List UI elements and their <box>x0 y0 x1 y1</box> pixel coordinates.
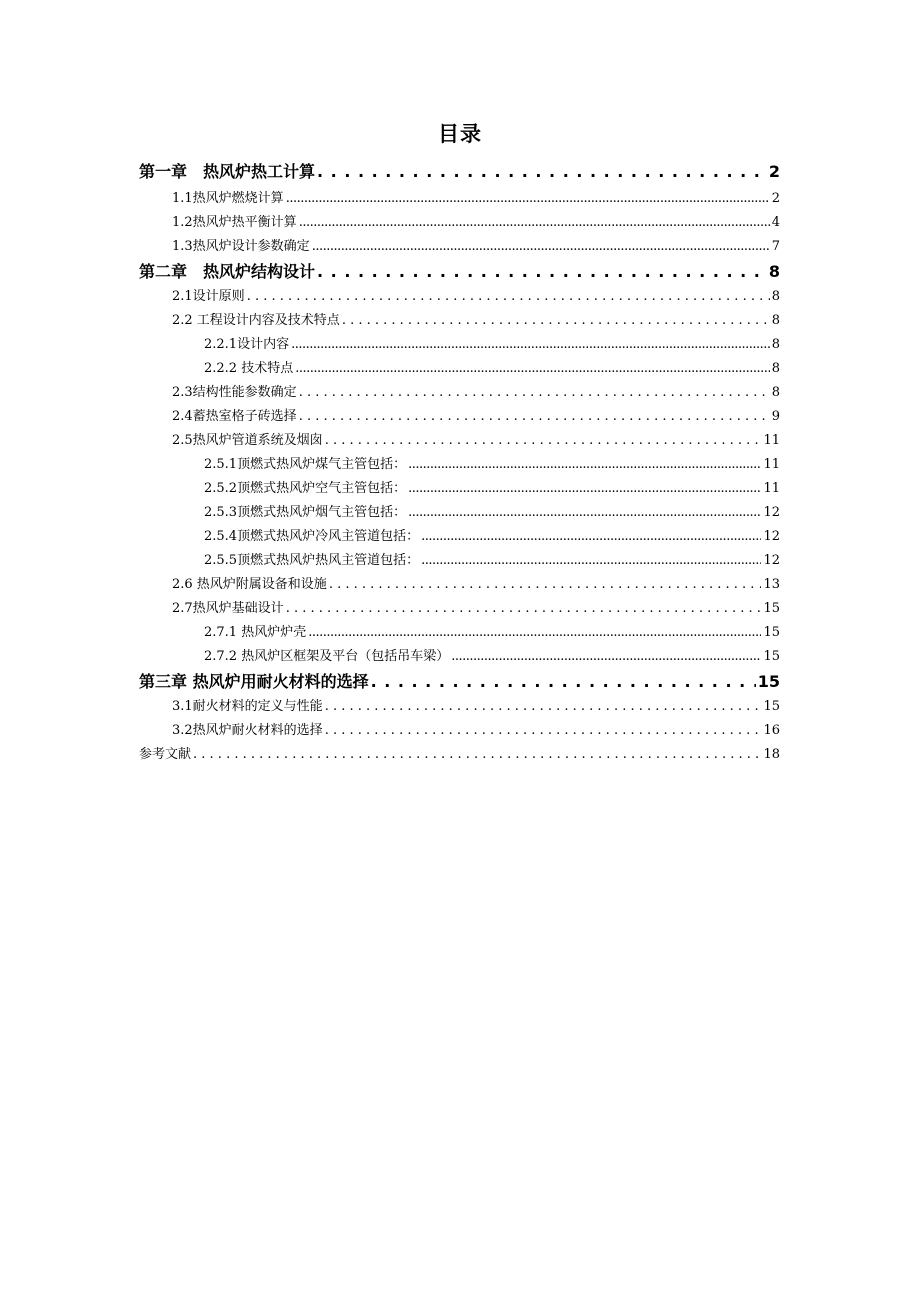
toc-entry-page: 2 <box>768 162 780 181</box>
toc-entry-page: 11 <box>763 457 780 472</box>
toc-entry-page: 16 <box>763 723 780 738</box>
toc-entry[interactable] <box>172 286 780 303</box>
toc-leader-dots <box>408 482 761 495</box>
toc-entry-title: 第二章 热风炉结构设计 <box>139 262 316 281</box>
toc-entry-page: 8 <box>771 289 780 304</box>
toc-entry[interactable] <box>204 646 780 663</box>
toc-entry-page: 8 <box>771 313 780 328</box>
toc-entry[interactable] <box>172 212 780 229</box>
toc-entry[interactable] <box>204 622 780 639</box>
toc-entry-page: 13 <box>763 577 780 592</box>
toc-entry[interactable] <box>172 430 780 447</box>
toc-entry-title: 2.2.2 技术特点 <box>204 361 294 376</box>
toc-entry-page: 9 <box>771 409 780 424</box>
toc-entry-page: 12 <box>763 529 780 544</box>
toc-entry-title: 参考文献 <box>139 747 192 762</box>
toc-entry-title: 1.3热风炉设计参数确定 <box>172 239 310 254</box>
toc-entry-title: 2.6 热风炉附属设备和设施 <box>172 577 327 592</box>
toc-entry-title: 2.5.2顶燃式热风炉空气主管包括： <box>204 481 407 496</box>
toc-entry-title: 3.2热风炉耐火材料的选择 <box>172 723 323 738</box>
toc-entry-page: 12 <box>763 505 780 520</box>
toc-entry-page: 8 <box>768 262 780 281</box>
toc-leader-dots <box>193 748 761 761</box>
toc-entry[interactable] <box>172 188 780 205</box>
toc-leader-dots <box>342 314 770 327</box>
toc-leader-dots <box>317 264 767 280</box>
toc-entry-page: 7 <box>771 239 780 254</box>
toc-leader-dots <box>299 410 770 423</box>
toc-leader-dots <box>325 434 762 447</box>
toc-entry-page: 8 <box>771 361 780 376</box>
toc-entry-title: 第一章 热风炉热工计算 <box>139 162 316 181</box>
toc-entry-page: 11 <box>763 481 780 496</box>
toc-leader-dots <box>308 626 761 639</box>
toc-entry-title: 2.5.5顶燃式热风炉热风主管道包括： <box>204 553 420 568</box>
toc-leader-dots <box>421 530 761 543</box>
toc-entry[interactable] <box>172 236 780 253</box>
toc-entry-page: 8 <box>771 337 780 352</box>
toc-entry-page: 8 <box>771 385 780 400</box>
toc-entry-title: 2.4蓄热室格子砖选择 <box>172 409 297 424</box>
toc-entry-title: 3.1耐火材料的定义与性能 <box>172 699 323 714</box>
toc-entry[interactable] <box>204 526 780 543</box>
toc-leader-dots <box>325 700 762 713</box>
toc-entry-page: 18 <box>763 747 780 762</box>
toc-leader-dots <box>421 554 761 567</box>
toc-entry-page: 15 <box>763 699 780 714</box>
toc-entry-title: 2.7热风炉基础设计 <box>172 601 284 616</box>
toc-entry-title: 1.1热风炉燃烧计算 <box>172 191 284 206</box>
toc-leader-dots <box>286 192 770 205</box>
toc-entry-page: 2 <box>771 191 780 206</box>
toc-entry-page: 4 <box>771 215 780 230</box>
toc-entry[interactable] <box>204 358 780 375</box>
toc-leader-dots <box>299 386 770 399</box>
toc-leader-dots <box>295 362 770 375</box>
toc-leader-dots <box>299 216 770 229</box>
toc-entry-title: 2.5热风炉管道系统及烟囱 <box>172 433 323 448</box>
toc-leader-dots <box>286 602 762 615</box>
toc-entry[interactable] <box>139 260 780 280</box>
toc-entry-title: 2.7.2 热风炉区框架及平台（包括吊车梁） <box>204 649 450 664</box>
toc-entry[interactable] <box>172 382 780 399</box>
toc-entry[interactable] <box>204 478 780 495</box>
toc-leader-dots <box>408 458 761 471</box>
toc-entry-page: 15 <box>763 625 780 640</box>
toc-entry[interactable] <box>172 406 780 423</box>
toc-entry-page: 15 <box>763 649 780 664</box>
toc-leader-dots <box>408 506 761 519</box>
toc-leader-dots <box>317 164 767 180</box>
toc-entry[interactable] <box>172 720 780 737</box>
toc-entry[interactable] <box>172 598 780 615</box>
toc-entry-title: 2.5.1顶燃式热风炉煤气主管包括： <box>204 457 407 472</box>
toc-leader-dots <box>451 650 761 663</box>
toc-leader-dots <box>247 290 770 303</box>
toc-entry[interactable] <box>139 670 780 690</box>
toc-entry-page: 15 <box>757 672 780 691</box>
toc-entry-title: 2.2.1设计内容 <box>204 337 290 352</box>
toc-entry[interactable] <box>204 454 780 471</box>
toc-leader-dots <box>329 578 762 591</box>
toc-entry-title: 1.2热风炉热平衡计算 <box>172 215 297 230</box>
toc-entry-title: 2.3结构性能参数确定 <box>172 385 297 400</box>
toc-entry-title: 2.5.3顶燃式热风炉烟气主管包括： <box>204 505 407 520</box>
toc-entry-page: 11 <box>763 433 780 448</box>
toc-entry[interactable] <box>204 502 780 519</box>
toc-entry-title: 第三章 热风炉用耐火材料的选择 <box>139 672 369 691</box>
toc-entry-title: 2.2 工程设计内容及技术特点 <box>172 313 340 328</box>
toc-entry[interactable] <box>139 160 780 180</box>
toc-entry-title: 2.5.4顶燃式热风炉冷风主管道包括： <box>204 529 420 544</box>
toc-leader-dots <box>325 724 762 737</box>
toc-entry[interactable] <box>172 696 780 713</box>
toc-leader-dots <box>312 240 770 253</box>
toc-title: 目录 <box>438 122 482 146</box>
toc-entry[interactable] <box>204 550 780 567</box>
toc-entry-page: 15 <box>763 601 780 616</box>
toc-entry[interactable] <box>204 334 780 351</box>
toc-entry[interactable] <box>139 744 780 761</box>
toc-leader-dots <box>371 674 756 690</box>
toc-entry[interactable] <box>172 574 780 591</box>
toc-entry-page: 12 <box>763 553 780 568</box>
toc-leader-dots <box>291 338 770 351</box>
toc-entry-title: 2.1设计原则 <box>172 289 245 304</box>
toc-entry-title: 2.7.1 热风炉炉壳 <box>204 625 307 640</box>
toc-entry[interactable] <box>172 310 780 327</box>
